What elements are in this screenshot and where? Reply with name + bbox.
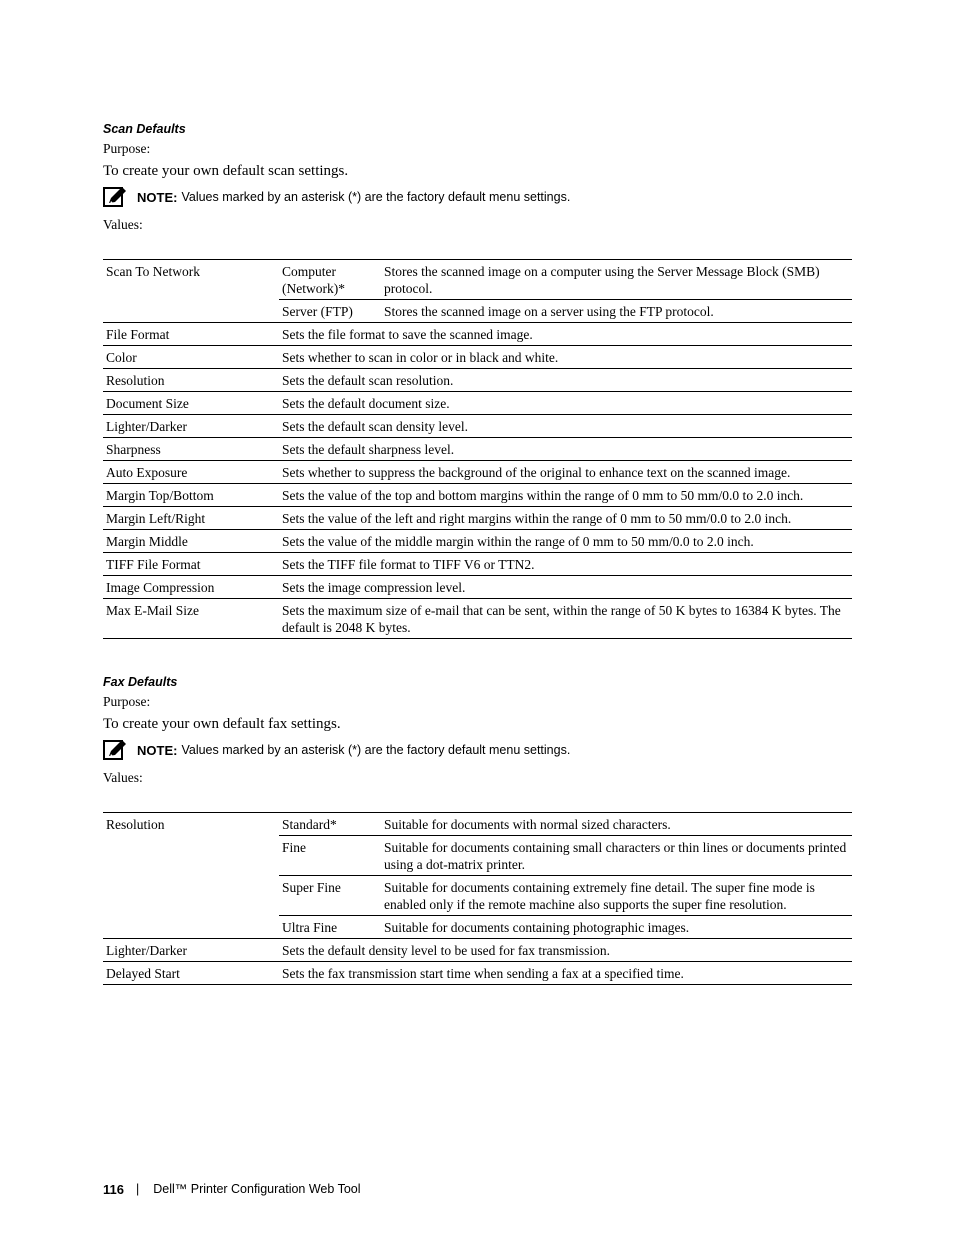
footer-doc-title: Dell™ Printer Configuration Web Tool <box>153 1182 361 1196</box>
setting-option: Standard* <box>279 813 381 836</box>
setting-name: Max E-Mail Size <box>103 599 279 639</box>
note-pencil-icon <box>103 187 127 207</box>
setting-description: Suitable for documents with normal sized characters. <box>381 813 852 836</box>
fax-purpose-text: To create your own default fax settings. <box>103 716 341 732</box>
setting-name: Resolution <box>103 369 279 392</box>
table-row <box>103 484 852 507</box>
scan-note <box>103 186 852 208</box>
fax-defaults-heading: Fax Defaults <box>103 675 178 689</box>
scan-defaults-section <box>103 121 852 639</box>
setting-name: Lighter/Darker <box>103 939 279 962</box>
scan-defaults-heading: Scan Defaults <box>103 122 186 136</box>
table-row <box>103 939 852 962</box>
setting-name: Sharpness <box>103 438 279 461</box>
setting-name: Resolution <box>103 813 279 939</box>
table-row <box>103 461 852 484</box>
note-pencil-icon <box>103 740 127 760</box>
table-row <box>103 553 852 576</box>
setting-option: Fine <box>279 836 381 876</box>
setting-name: Color <box>103 346 279 369</box>
table-row <box>103 599 852 639</box>
page-number: 116 <box>103 1181 124 1197</box>
table-row <box>103 438 852 461</box>
setting-option: Computer (Network)* <box>279 260 381 300</box>
setting-description: Suitable for documents containing small characters or thin lines or documents printed using a dot-matrix printer. <box>381 836 852 876</box>
table-row <box>103 369 852 392</box>
setting-description: Sets the TIFF file format to TIFF V6 or TTN2. <box>279 553 852 576</box>
setting-description: Sets the default density level to be used for fax transmission. <box>279 939 852 962</box>
setting-description: Sets the maximum size of e-mail that can be sent, within the range of 50 K bytes to 16384 K bytes. The default is 2048 K bytes. <box>279 599 852 639</box>
setting-description: Sets the file format to save the scanned image. <box>279 323 852 346</box>
table-row <box>103 415 852 438</box>
setting-name: Document Size <box>103 392 279 415</box>
setting-name: File Format <box>103 323 279 346</box>
scan-purpose-text: To create your own default scan settings. <box>103 163 349 179</box>
page-footer <box>103 1179 361 1199</box>
setting-option: Ultra Fine <box>279 916 381 939</box>
setting-description: Stores the scanned image on a server using the FTP protocol. <box>381 300 852 323</box>
setting-description: Sets the value of the left and right margins within the range of 0 mm to 50 mm/0.0 to 2.0 inch. <box>279 507 852 530</box>
setting-description: Sets the default scan density level. <box>279 415 852 438</box>
table-row <box>103 507 852 530</box>
footer-separator: | <box>135 1182 140 1196</box>
fax-purpose-label: Purpose: <box>103 694 151 709</box>
setting-description: Suitable for documents containing photographic images. <box>381 916 852 939</box>
setting-name: Scan To Network <box>103 260 279 323</box>
setting-description: Sets the value of the middle margin within the range of 0 mm to 50 mm/0.0 to 2.0 inch. <box>279 530 852 553</box>
table-row <box>103 576 852 599</box>
table-row <box>103 392 852 415</box>
setting-option: Super Fine <box>279 876 381 916</box>
setting-description: Sets the value of the top and bottom margins within the range of 0 mm to 50 mm/0.0 to 2.0 inch. <box>279 484 852 507</box>
scan-purpose-label: Purpose: <box>103 141 151 156</box>
setting-description: Stores the scanned image on a computer using the Server Message Block (SMB) protocol. <box>381 260 852 300</box>
setting-description: Sets the image compression level. <box>279 576 852 599</box>
setting-name: Lighter/Darker <box>103 415 279 438</box>
scan-values-table <box>103 259 852 639</box>
fax-note <box>103 739 852 761</box>
setting-name: TIFF File Format <box>103 553 279 576</box>
setting-description: Suitable for documents containing extremely fine detail. The super fine mode is enabled only if the remote machine also supports the super fine resolution. <box>381 876 852 916</box>
table-row <box>103 323 852 346</box>
fax-defaults-section <box>103 674 852 985</box>
table-row <box>103 260 852 300</box>
setting-name: Auto Exposure <box>103 461 279 484</box>
fax-note-text: Values marked by an asterisk (*) are the factory default menu settings. <box>181 743 571 757</box>
setting-description: Sets whether to suppress the background of the original to enhance text on the scanned image. <box>279 461 852 484</box>
table-row <box>103 962 852 985</box>
table-row <box>103 813 852 836</box>
table-row <box>103 530 852 553</box>
fax-values-table <box>103 812 852 985</box>
table-row <box>103 346 852 369</box>
scan-note-text: Values marked by an asterisk (*) are the factory default menu settings. <box>181 190 571 204</box>
setting-name: Delayed Start <box>103 962 279 985</box>
fax-note-label: NOTE: <box>137 742 178 758</box>
scan-note-label: NOTE: <box>137 189 178 205</box>
setting-description: Sets whether to scan in color or in black and white. <box>279 346 852 369</box>
setting-description: Sets the default sharpness level. <box>279 438 852 461</box>
setting-name: Margin Middle <box>103 530 279 553</box>
fax-values-label: Values: <box>103 770 143 785</box>
setting-description: Sets the default scan resolution. <box>279 369 852 392</box>
setting-name: Margin Left/Right <box>103 507 279 530</box>
setting-description: Sets the fax transmission start time when sending a fax at a specified time. <box>279 962 852 985</box>
setting-name: Image Compression <box>103 576 279 599</box>
setting-description: Sets the default document size. <box>279 392 852 415</box>
scan-values-label: Values: <box>103 217 143 232</box>
setting-name: Margin Top/Bottom <box>103 484 279 507</box>
setting-option: Server (FTP) <box>279 300 381 323</box>
